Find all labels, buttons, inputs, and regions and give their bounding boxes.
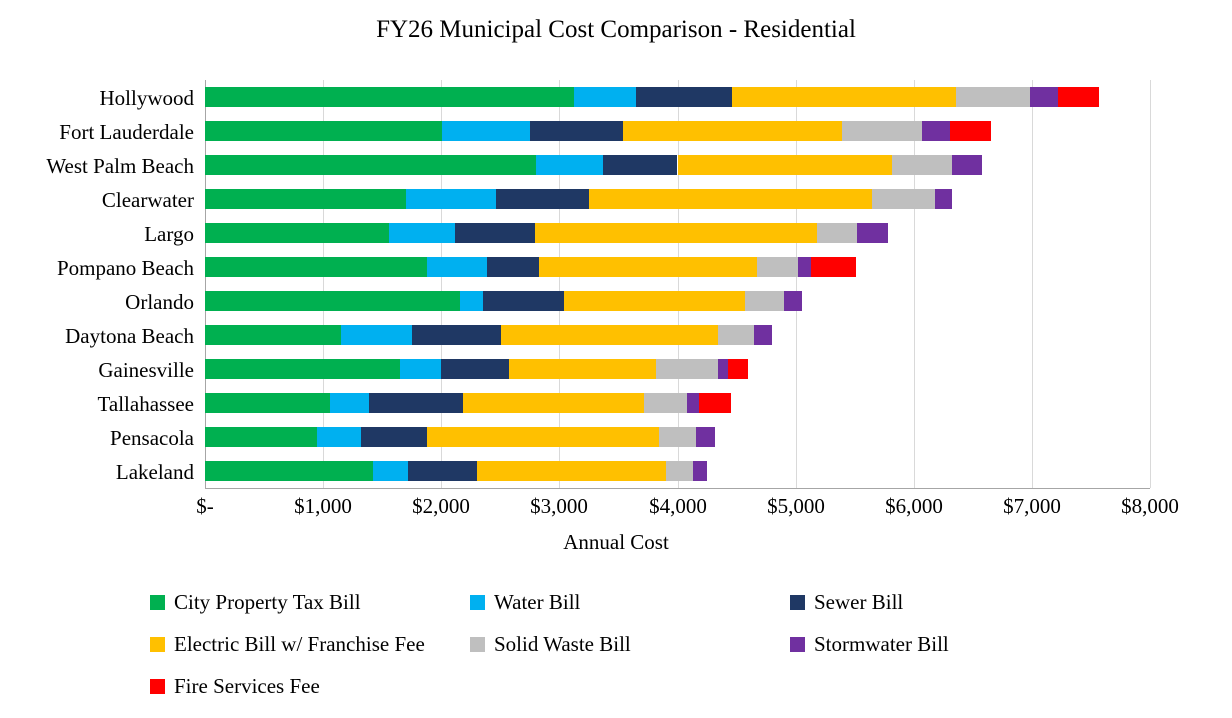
legend-swatch-icon xyxy=(150,679,165,694)
legend-swatch-icon xyxy=(150,595,165,610)
bar-segment[interactable] xyxy=(659,427,697,447)
bar-segment[interactable] xyxy=(817,223,857,243)
bar-row[interactable] xyxy=(205,87,1150,107)
legend-row xyxy=(150,592,1150,634)
bar-segment[interactable] xyxy=(1030,87,1058,107)
y-axis-label: Lakeland xyxy=(115,460,194,484)
x-axis-line xyxy=(205,488,1150,489)
bar-row[interactable] xyxy=(205,155,1150,175)
x-axis-tick-label: $8,000 xyxy=(1121,494,1179,518)
bar-segment[interactable] xyxy=(341,325,412,345)
bar-segment[interactable] xyxy=(754,325,772,345)
y-axis-label: Pompano Beach xyxy=(56,256,194,280)
bar-segment[interactable] xyxy=(536,155,603,175)
gridline xyxy=(1150,80,1151,488)
bar-segment[interactable] xyxy=(678,155,893,175)
bar-segment[interactable] xyxy=(745,291,784,311)
legend-item[interactable] xyxy=(790,592,903,613)
bar-row[interactable] xyxy=(205,325,1150,345)
bar-segment[interactable] xyxy=(535,223,817,243)
bar-segment[interactable] xyxy=(389,223,455,243)
bar-segment[interactable] xyxy=(496,189,589,209)
bar-segment[interactable] xyxy=(952,155,983,175)
bar-row[interactable] xyxy=(205,257,1150,277)
bar-segment[interactable] xyxy=(539,257,756,277)
bar-segment[interactable] xyxy=(564,291,745,311)
y-axis-label: Daytona Beach xyxy=(65,324,194,348)
bar-segment[interactable] xyxy=(784,291,802,311)
bar-segment[interactable] xyxy=(872,189,935,209)
bar-segment[interactable] xyxy=(408,461,477,481)
legend-label: Sewer Bill xyxy=(814,590,904,614)
bar-segment[interactable] xyxy=(487,257,539,277)
legend-swatch-icon xyxy=(470,595,485,610)
x-axis-tick-label: $7,000 xyxy=(1003,494,1061,518)
legend-swatch-icon xyxy=(150,637,165,652)
x-axis-tick-label: $1,000 xyxy=(294,494,352,518)
bar-segment[interactable] xyxy=(427,427,659,447)
bar-segment[interactable] xyxy=(361,427,427,447)
bar-segment[interactable] xyxy=(728,359,748,379)
x-axis-tick-label: $5,000 xyxy=(767,494,825,518)
legend-item[interactable] xyxy=(150,592,361,613)
bar-segment[interactable] xyxy=(463,393,645,413)
bar-segment[interactable] xyxy=(509,359,657,379)
bar-segment[interactable] xyxy=(1058,87,1099,107)
bar-segment[interactable] xyxy=(330,393,369,413)
y-axis-label: Clearwater xyxy=(101,188,194,212)
bar-segment[interactable] xyxy=(205,189,406,209)
legend-row xyxy=(150,676,1150,718)
y-axis-label: Pensacola xyxy=(110,426,194,450)
bar-segment[interactable] xyxy=(696,427,715,447)
bar-segment[interactable] xyxy=(530,121,623,141)
bar-segment[interactable] xyxy=(412,325,502,345)
legend-row xyxy=(150,634,1150,676)
bar-segment[interactable] xyxy=(892,155,951,175)
legend-swatch-icon xyxy=(470,637,485,652)
bar-segment[interactable] xyxy=(666,461,693,481)
legend-item[interactable] xyxy=(790,634,949,655)
legend-label: Electric Bill w/ Franchise Fee xyxy=(174,632,425,656)
x-axis-tick-label: $6,000 xyxy=(885,494,943,518)
bar-row[interactable] xyxy=(205,393,1150,413)
bar-segment[interactable] xyxy=(205,291,460,311)
bar-segment[interactable] xyxy=(574,87,637,107)
legend-label: Fire Services Fee xyxy=(174,674,320,698)
legend-label: Stormwater Bill xyxy=(814,632,949,656)
bar-segment[interactable] xyxy=(687,393,699,413)
bar-segment[interactable] xyxy=(623,121,842,141)
bar-segment[interactable] xyxy=(798,257,811,277)
bar-segment[interactable] xyxy=(483,291,565,311)
legend-item[interactable] xyxy=(150,676,320,697)
legend-item[interactable] xyxy=(150,634,425,655)
bar-row[interactable] xyxy=(205,291,1150,311)
bar-segment[interactable] xyxy=(842,121,922,141)
bar-segment[interactable] xyxy=(757,257,798,277)
bar-segment[interactable] xyxy=(205,359,400,379)
bar-row[interactable] xyxy=(205,189,1150,209)
bar-segment[interactable] xyxy=(205,393,330,413)
y-axis-label: Hollywood xyxy=(99,86,194,110)
y-axis-label: Gainesville xyxy=(98,358,194,382)
x-axis-tick-label: $3,000 xyxy=(530,494,588,518)
bar-segment[interactable] xyxy=(205,87,574,107)
legend-label: City Property Tax Bill xyxy=(174,590,361,614)
bar-segment[interactable] xyxy=(205,121,442,141)
bar-segment[interactable] xyxy=(455,223,534,243)
chart-legend xyxy=(150,592,1150,718)
y-axis-label: Tallahassee xyxy=(97,392,194,416)
bar-row[interactable] xyxy=(205,121,1150,141)
bar-segment[interactable] xyxy=(205,325,341,345)
bar-row[interactable] xyxy=(205,223,1150,243)
bar-row[interactable] xyxy=(205,461,1150,481)
y-axis-label: Orlando xyxy=(125,290,194,314)
bar-segment[interactable] xyxy=(956,87,1029,107)
bar-segment[interactable] xyxy=(603,155,677,175)
x-axis-tick-label: $- xyxy=(196,494,214,518)
bar-segment[interactable] xyxy=(811,257,856,277)
bar-segment[interactable] xyxy=(718,325,755,345)
bar-row[interactable] xyxy=(205,427,1150,447)
bar-segment[interactable] xyxy=(441,359,508,379)
legend-label: Solid Waste Bill xyxy=(494,632,631,656)
legend-label: Water Bill xyxy=(494,590,581,614)
bar-segment[interactable] xyxy=(718,359,729,379)
bar-segment[interactable] xyxy=(693,461,707,481)
bar-segment[interactable] xyxy=(950,121,990,141)
x-axis-title: Annual Cost xyxy=(563,530,669,554)
y-axis-label: West Palm Beach xyxy=(46,154,194,178)
bar-segment[interactable] xyxy=(205,257,427,277)
bar-segment[interactable] xyxy=(205,223,389,243)
legend-item[interactable] xyxy=(470,634,631,655)
bar-segment[interactable] xyxy=(205,155,536,175)
bar-segment[interactable] xyxy=(369,393,462,413)
bar-segment[interactable] xyxy=(406,189,496,209)
bar-segment[interactable] xyxy=(644,393,687,413)
legend-swatch-icon xyxy=(790,595,805,610)
bar-segment[interactable] xyxy=(636,87,732,107)
legend-swatch-icon xyxy=(790,637,805,652)
bar-segment[interactable] xyxy=(400,359,441,379)
bar-row[interactable] xyxy=(205,359,1150,379)
bar-segment[interactable] xyxy=(501,325,717,345)
bar-segment[interactable] xyxy=(935,189,952,209)
bar-segment[interactable] xyxy=(460,291,482,311)
bar-segment[interactable] xyxy=(317,427,361,447)
plot-area xyxy=(205,80,1150,488)
bar-segment[interactable] xyxy=(205,461,373,481)
bar-segment[interactable] xyxy=(922,121,950,141)
y-axis-label: Fort Lauderdale xyxy=(59,120,194,144)
bar-segment[interactable] xyxy=(477,461,666,481)
bar-segment[interactable] xyxy=(442,121,529,141)
chart-title: FY26 Municipal Cost Comparison - Residential xyxy=(376,16,856,43)
legend-item[interactable] xyxy=(470,592,580,613)
bar-segment[interactable] xyxy=(205,427,317,447)
x-axis-tick-label: $2,000 xyxy=(412,494,470,518)
bar-segment[interactable] xyxy=(656,359,717,379)
x-axis-tick-label: $4,000 xyxy=(649,494,707,518)
bar-segment[interactable] xyxy=(589,189,873,209)
bar-segment[interactable] xyxy=(732,87,956,107)
bar-segment[interactable] xyxy=(857,223,888,243)
bar-segment[interactable] xyxy=(427,257,487,277)
bar-segment[interactable] xyxy=(373,461,408,481)
bar-segment[interactable] xyxy=(699,393,731,413)
y-axis-label: Largo xyxy=(144,222,194,246)
